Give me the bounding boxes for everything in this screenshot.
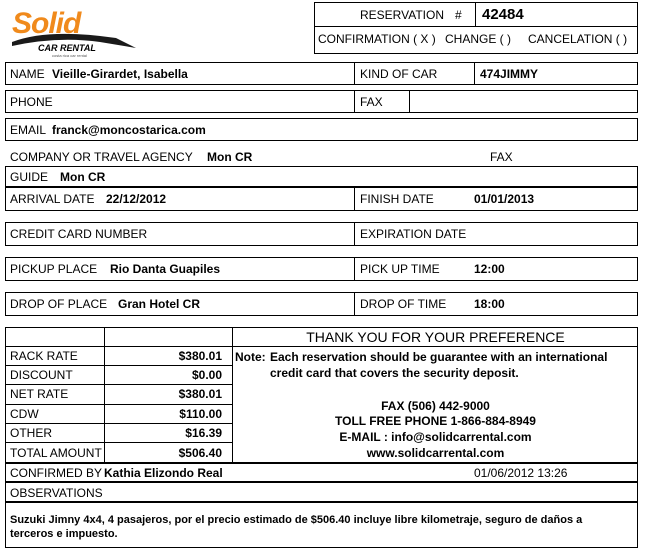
pickup-place-label: PICKUP PLACE — [10, 262, 98, 276]
drop-time-label: DROP OF TIME — [360, 297, 447, 311]
observations-label: OBSERVATIONS — [10, 486, 103, 500]
drop-time-value: 18:00 — [474, 297, 505, 311]
logo-tagline: costa rica car rental — [52, 53, 87, 58]
pickup-row — [5, 257, 638, 281]
kind-of-car-value: 474JIMMY — [480, 67, 539, 81]
dates-row — [5, 187, 638, 211]
observations-line-2: terceros e impuesto. — [10, 528, 118, 540]
thank-you-heading: THANK YOU FOR YOUR PREFERENCE — [306, 329, 565, 345]
phone-label: PHONE — [10, 95, 53, 109]
rate-label: OTHER — [10, 426, 52, 440]
company-label: COMPANY OR TRAVEL AGENCY — [10, 150, 193, 164]
name-label: NAME — [10, 67, 45, 81]
pickup-place-value: Rio Danta Guapiles — [110, 262, 221, 276]
arrival-date-label: ARRIVAL DATE — [10, 192, 95, 206]
note-label: Note: — [235, 350, 266, 364]
change-option: CHANGE ( ) — [445, 32, 511, 46]
pickup-time-label: PICK UP TIME — [360, 262, 440, 276]
rate-value: $506.40 — [178, 446, 222, 460]
note-line-2: credit card that covers the security deposit. — [270, 366, 519, 380]
kind-of-car-label: KIND OF CAR — [360, 67, 438, 81]
company-value: Mon CR — [207, 150, 253, 164]
contact-website: www.solidcarrental.com — [366, 446, 505, 460]
expiration-date-label: EXPIRATION DATE — [360, 227, 467, 241]
fax-label: FAX — [360, 95, 383, 109]
logo-subtitle: CAR RENTAL — [38, 43, 96, 53]
finish-date-label: FINISH DATE — [360, 192, 434, 206]
finish-date-value: 01/01/2013 — [474, 192, 535, 206]
confirmation-option: CONFIRMATION ( X ) — [318, 32, 436, 46]
rate-label: CDW — [10, 407, 39, 421]
company-logo — [8, 8, 148, 58]
rate-value: $380.01 — [178, 349, 222, 363]
pickup-time-value: 12:00 — [474, 262, 505, 276]
rate-value: $16.39 — [185, 426, 222, 440]
logo-brand: Solid — [12, 7, 81, 40]
contact-fax: FAX (506) 442-9000 — [381, 399, 490, 413]
rate-label: NET RATE — [10, 387, 69, 401]
cancelation-option: CANCELATION ( ) — [528, 32, 628, 46]
guide-value: Mon CR — [60, 170, 106, 184]
arrival-date-value: 22/12/2012 — [106, 192, 167, 206]
drop-place-value: Gran Hotel CR — [118, 297, 201, 311]
rate-value: $110.00 — [179, 407, 222, 421]
note-line-1: Each reservation should be guarantee with an international — [270, 350, 608, 364]
guide-label: GUIDE — [10, 170, 49, 184]
rate-label: TOTAL AMOUNT — [10, 446, 102, 460]
rate-label: RACK RATE — [10, 349, 78, 363]
credit-card-label: CREDIT CARD NUMBER — [10, 227, 148, 241]
hash-label: # — [455, 8, 462, 22]
rate-value: $380.01 — [178, 387, 222, 401]
contact-email: E-MAIL : info@solidcarrental.com — [339, 430, 532, 444]
rate-value: $0.00 — [191, 368, 222, 382]
reservation-label: RESERVATION — [360, 8, 445, 22]
company-fax-label: FAX — [490, 150, 513, 164]
observations-line-1: Suzuki Jimny 4x4, 4 pasajeros, por el precio estimado de $506.40 incluye libre kilometraje, seguro de daños a — [10, 514, 583, 526]
drop-place-label: DROP OF PLACE — [10, 297, 108, 311]
confirmed-by-name: Kathia Elizondo Real — [104, 466, 223, 480]
name-value: Vieille-Girardet, Isabella — [52, 67, 188, 81]
confirmed-by-label: CONFIRMED BY — [10, 466, 103, 480]
contact-phone: TOLL FREE PHONE 1-866-884-8949 — [335, 414, 536, 428]
email-label: EMAIL — [10, 123, 47, 137]
rate-label: DISCOUNT — [10, 368, 73, 382]
phone-row — [5, 90, 638, 113]
reservation-number: 42484 — [482, 6, 524, 23]
confirmed-date: 01/06/2012 13:26 — [474, 466, 568, 480]
email-value: franck@moncostarica.com — [52, 123, 206, 137]
